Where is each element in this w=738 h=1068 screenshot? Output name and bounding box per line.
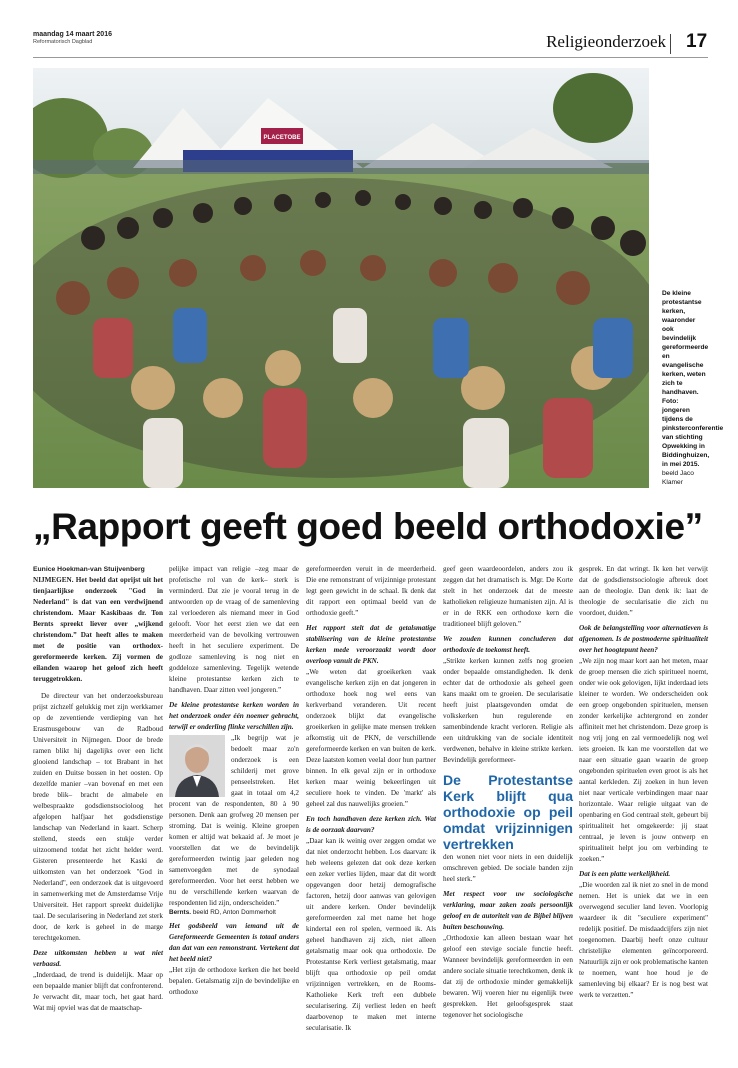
interview-question: En toch handhaven deze kerken zich. Wat is de oorzaak daarvan? — [306, 815, 436, 834]
interview-question: Ook de belangstelling voor alternatieven is afgenomen. Is de postmoderne spiritualiteit over het hoogtepunt heen? — [579, 624, 708, 654]
byline: Eunice Hoekman-van Stuijvenberg — [33, 566, 145, 573]
interview-answer: „We zijn nog maar kort aan het meten, maar de groep mensen die zich spiritueel noemt, onder wie ook gelovigen, lijkt inderdaad iets kleiner te worden. We onderscheiden ook een groep ongebonden spirituelen, mensen zonder kerkelijke achtergrond en zonder affiniteit met het christendom. Deze groep is nog vrij jong en zal vermoedelijk nog wel iets groeien. Ik kan me voorstellen dat we naar een situatie gaan waarin de groep ongebonden spirituelen even groot is als het aantal kerkleden. Zij zoeken in hun leven niet naar verticale verbindingen maar naar horizontale. Waar religie uitgaat van de openbaring en God centraal stelt, gebeurt bij spiritualiteit het omgekeerde: jij staat centraal, je leven is jouw ontwerp en spiritualiteit helpt jou om verbinding te zoeken.” — [579, 657, 708, 863]
interview-question: Met respect voor uw sociologische verklaring, maar zaken zoals persoonlijk geloof en de autoriteit van de Bijbel blijven buiten beschouwing. — [443, 890, 573, 931]
interview-question: Het godsbeeld van iemand uit de Gereformeerde Gemeenten is totaal anders dan dat van een remonstrant. Vertekent dat het beeld niet? — [169, 922, 299, 963]
interview-question: Het rapport stelt dat de getalsmatige stabilisering van de kleine protestantse kerken mede veroorzaakt wordt door overloop vanuit de PKN. — [306, 624, 436, 665]
photo-caption — [662, 289, 724, 487]
article-column-4 — [443, 564, 573, 1021]
article-column-2 — [169, 564, 299, 998]
tree-right — [553, 73, 633, 143]
caption-text: De kleine protestantse kerken, waaronder ook bevindelijk gereformeerde en evangelische kerken, weten zich te handhaven. Foto: jongeren tijdens de pinksterconferentie van stichting Opwekking in Biddinghuizen, in mei 2015. — [662, 290, 724, 468]
portrait-photo — [169, 735, 225, 797]
section-title: Religieonderzoek — [546, 32, 666, 51]
issue-date: maandag 14 maart 2016 — [33, 31, 112, 38]
interview-answer: „Daar kan ik weinig over zeggen omdat we dat niet onderzocht hebben. Los daarvan: ik heb weleens gelezen dat ook deze kerken een zeker verlies lijden, maar dat dit wordt opgevangen door hetzij demografische factoren, hetzij door aanwas van gelovigen uit andere kerken. Onder bevindelijk gereformeerden zal met name het hoge kindertal een rol spelen, vermoed ik. Als geheel handhaven zij zich, niet alleen getalsmatig maar ook qua orthodoxie. De Protestantse Kerk verliest getalsmatig, maar blijft qua orthodoxie op peil omdat vrijzinnigen vertrekken, en de Rooms-Katholieke Kerk treft een dubbele secularisering. Zij verliest leden en heeft daarbovenop te maken met interne secularisatie. Ik — [306, 837, 436, 1032]
crowd-photo — [33, 68, 649, 488]
caption-credit: beeld Jaco Klamer — [662, 470, 694, 486]
tent-sign-text: PLACETOBE — [263, 135, 301, 141]
article-paragraph: De directeur van het onderzoeksbureau prijst zichzelf gelukkig met zijn werkkamer op de zeventiende verdieping van het Erasmusgebouw van de Radboud Universiteit in Nijmegen. Door de brede ramen blikt hij dagelijks over een licht glooiend landschap – tot Brabant in het zuiden en Duitse bossen in het oosten. Op dezelfde manier –van bovenaf en met een brede blik– bracht de almabele en welbespraakte godsdienstsocioloog het afgelopen halfjaar het godsdienstige landschap van Nederland in kaart. Scherp stellend, steeds een stukje verder uitzoomend totdat het zicht helder werd. Gisteren presenteerde het Kaski de uitkomsten van het onderzoek "God in Nederland", een onderzoek dat is uitgevoerd in samenwerking met de Amsterdamse Vrije Universiteit. Het rapport spreekt duidelijke taal. De secularisering in Nederland zet sterk door, de kerk is geheel in de marge terechtgekomen. — [33, 692, 163, 942]
portrait-name: Bernts. — [169, 909, 192, 916]
portrait-illustration — [169, 735, 225, 797]
interview-answer: „We weten dat groeikerken vaak evangelische kerken zijn en dat jongeren in orthodoxe hoek nog wel eens van kerkverband veranderen. Uit recent onderzoek blijkt dat evangelische groeikerken in gelijke mate mensen trekken afkomstig uit de PKN, de verschillende gereformeerde kerken en van buiten de kerk. Deze laatsten komen veelal door hun partner binnen. In elk geval zijn er in orthodoxe kerken maar weinig bekeerlingen uit seculiere hoek te vinden. De 'markt' als geheel zal dus nauwelijks groeien.” — [306, 668, 436, 808]
article-column-3 — [306, 564, 436, 1034]
interview-answer: „Orthodoxie kan alleen bestaan waar het geloof een stevige sociale functie heeft. Wanneer bevindelijk gereformeerden in een andere sociale situatie terechtkomen, denk ik dat zij de orthodoxie minder gemakkelijk bewaren. Wij voeren hier nu eigenlijk twee gesprekken. Het geloofsgesprek staat tegenover het sociologische — [443, 934, 573, 1019]
headline: „Rapport geeft goed beeld orthodoxie” — [33, 506, 703, 547]
crowd — [33, 178, 649, 488]
article-paragraph: gereformeerden veruit in de meerderheid. Die ene remonstrant of vrijzinnige protestant legt geen gewicht in de schaal. Ik denk dat dit rapport een optimaal beeld van de orthodoxie geeft.” — [306, 565, 436, 617]
pull-quote: De Protestantse Kerk blijft qua orthodoxie op peil omdat vrijzinnigen vertrekken — [443, 772, 573, 852]
interview-answer: „Ik begrijp wat je bedoelt maar zo'n onderzoek is een schilderij met grove penseelstreken. Het gaat in totaal om 4,2 procent van de respondenten, 80 à 90 personen. Denk aan grofweg 20 mensen per stroming. Dat is weinig. Kleine groepen komen er altijd wat bekaaid af. Je moet je voorstellen dat we de bevindelijk gereformeerden twintig jaar geleden nog samenvoegden met de synodaal gereformeerden. Voor het eerst hebben we nu de verschillende kerken waarvan de respondenten lid zijn, onderscheiden.” — [169, 734, 299, 907]
header-rule — [33, 57, 708, 58]
interview-answer: den wonen niet voor niets in een duidelijk omschreven gebied. De sociale banden zijn heel sterk.” — [443, 853, 573, 883]
crowd-photo-illustration — [33, 68, 649, 488]
interview-answer: „Die woorden zal ik niet zo snel in de mond nemen. Het is uniek dat we in een overwegend seculier land leven. Voorlopig waardeer ik dit "seculiere experiment" redelijk positief. De misdaadcijfers zijn niet toegenomen. Daarbij heeft onze cultuur christelijke elementen geïncorporeerd. Natuurlijk zijn er ook problematische kanten te noemen, want hoe houd je de samenleving bij elkaar? Er is nog best wat werk te verzetten.” — [579, 881, 708, 999]
article-paragraph: pelijke impact van religie –zeg maar de profetische rol van de kerk– sterk is verminderd. Dat zie je vooral terug in de antwoorden op de vraag of de samenleving zal verloederen als niemand meer in God gelooft. Voor het eerst zien we dat een meerderheid van de bevolking vertrouwen heeft in het seculiere experiment. De godloze samenleving is nog niet en goddeloze samenleving. Tegelijk wetende kleine protestantse kerken zich te handhaven. Daar zitten veel jongeren.” — [169, 565, 299, 694]
newspaper-name: Reformatorisch Dagblad — [33, 39, 93, 45]
article-paragraph: gesprek. En dat wringt. Ik ken het verwijt dat de godsdienstsociologie afbreuk doet aan de theologie. Dan denk ik: laat de theologie de secularisatie die zich nu voordoet, duiden.” — [579, 565, 708, 617]
interview-question: We zouden kunnen concluderen dat orthodoxie de toekomst heeft. — [443, 635, 573, 654]
interview-answer: „Inderdaad, de trend is duidelijk. Maar op een bepaalde manier blijft dat confronterend. Je verwacht dit, maar toch, het gaat hard. Wat mij opviel was dat de maatschap- — [33, 971, 163, 1012]
article-paragraph: geef geen waardeoordelen, anders zou ik zeggen dat het dramatisch is. Mgr. De Korte stelt in het onderzoek dat de meeste katholieken religieuze humanisten zijn. Al is er in de RKK een orthodoxe kern die traditioneel blijft geloven.” — [443, 565, 573, 628]
interview-question: Deze uitkomsten hebben u wat niet verbaasd. — [33, 949, 163, 968]
interview-answer: „Het zijn de orthodoxe kerken die het beeld bepalen. Getalsmatig zijn de bevindelijke en orthodoxe — [169, 966, 299, 996]
page-number: 17 — [686, 31, 708, 52]
interview-answer: „Strikte kerken kunnen zelfs nog groeien onder bepaalde omstandigheden. Ik denk echter dat de orthodoxie als geheel geen kans maakt om te groeien. De secularisatie heeft juist plaatsgevonden omdat de volkskerken hun regulerende en samenbindende kracht verloren. Religie als een uitdrukking van de sociale identiteit verdwenen, behalve in kleine strikte kerken. Bevindelijk gereformeer- — [443, 657, 573, 764]
header-divider — [670, 34, 671, 54]
article-lead: NIJMEGEN. Het beeld dat oprijst uit het tienjaarlijkse onderzoek "God in Nederland" is dat van een verdwijnend christendom. Maar Kaskibaas dr. Ton Bernts spreekt liever over „wijkend christendom.” Dat heeft alles te maken met de positie van orthodox-gereformeerde kerken. Zij vormen de eilanden waarop het geloof zich heeft teruggetrokken. — [33, 576, 163, 683]
interview-question: De kleine protestantse kerken worden in het onderzoek onder één noemer gebracht, terwijl er onderling flinke verschillen zijn. — [169, 701, 299, 731]
portrait-caption — [169, 909, 299, 917]
article-column-1 — [33, 564, 163, 1014]
interview-question: Dat is een platte werkelijkheid. — [579, 870, 671, 878]
portrait-credit: beeld RD, Anton Dommerholt — [192, 909, 276, 916]
article-column-5 — [579, 564, 708, 1001]
